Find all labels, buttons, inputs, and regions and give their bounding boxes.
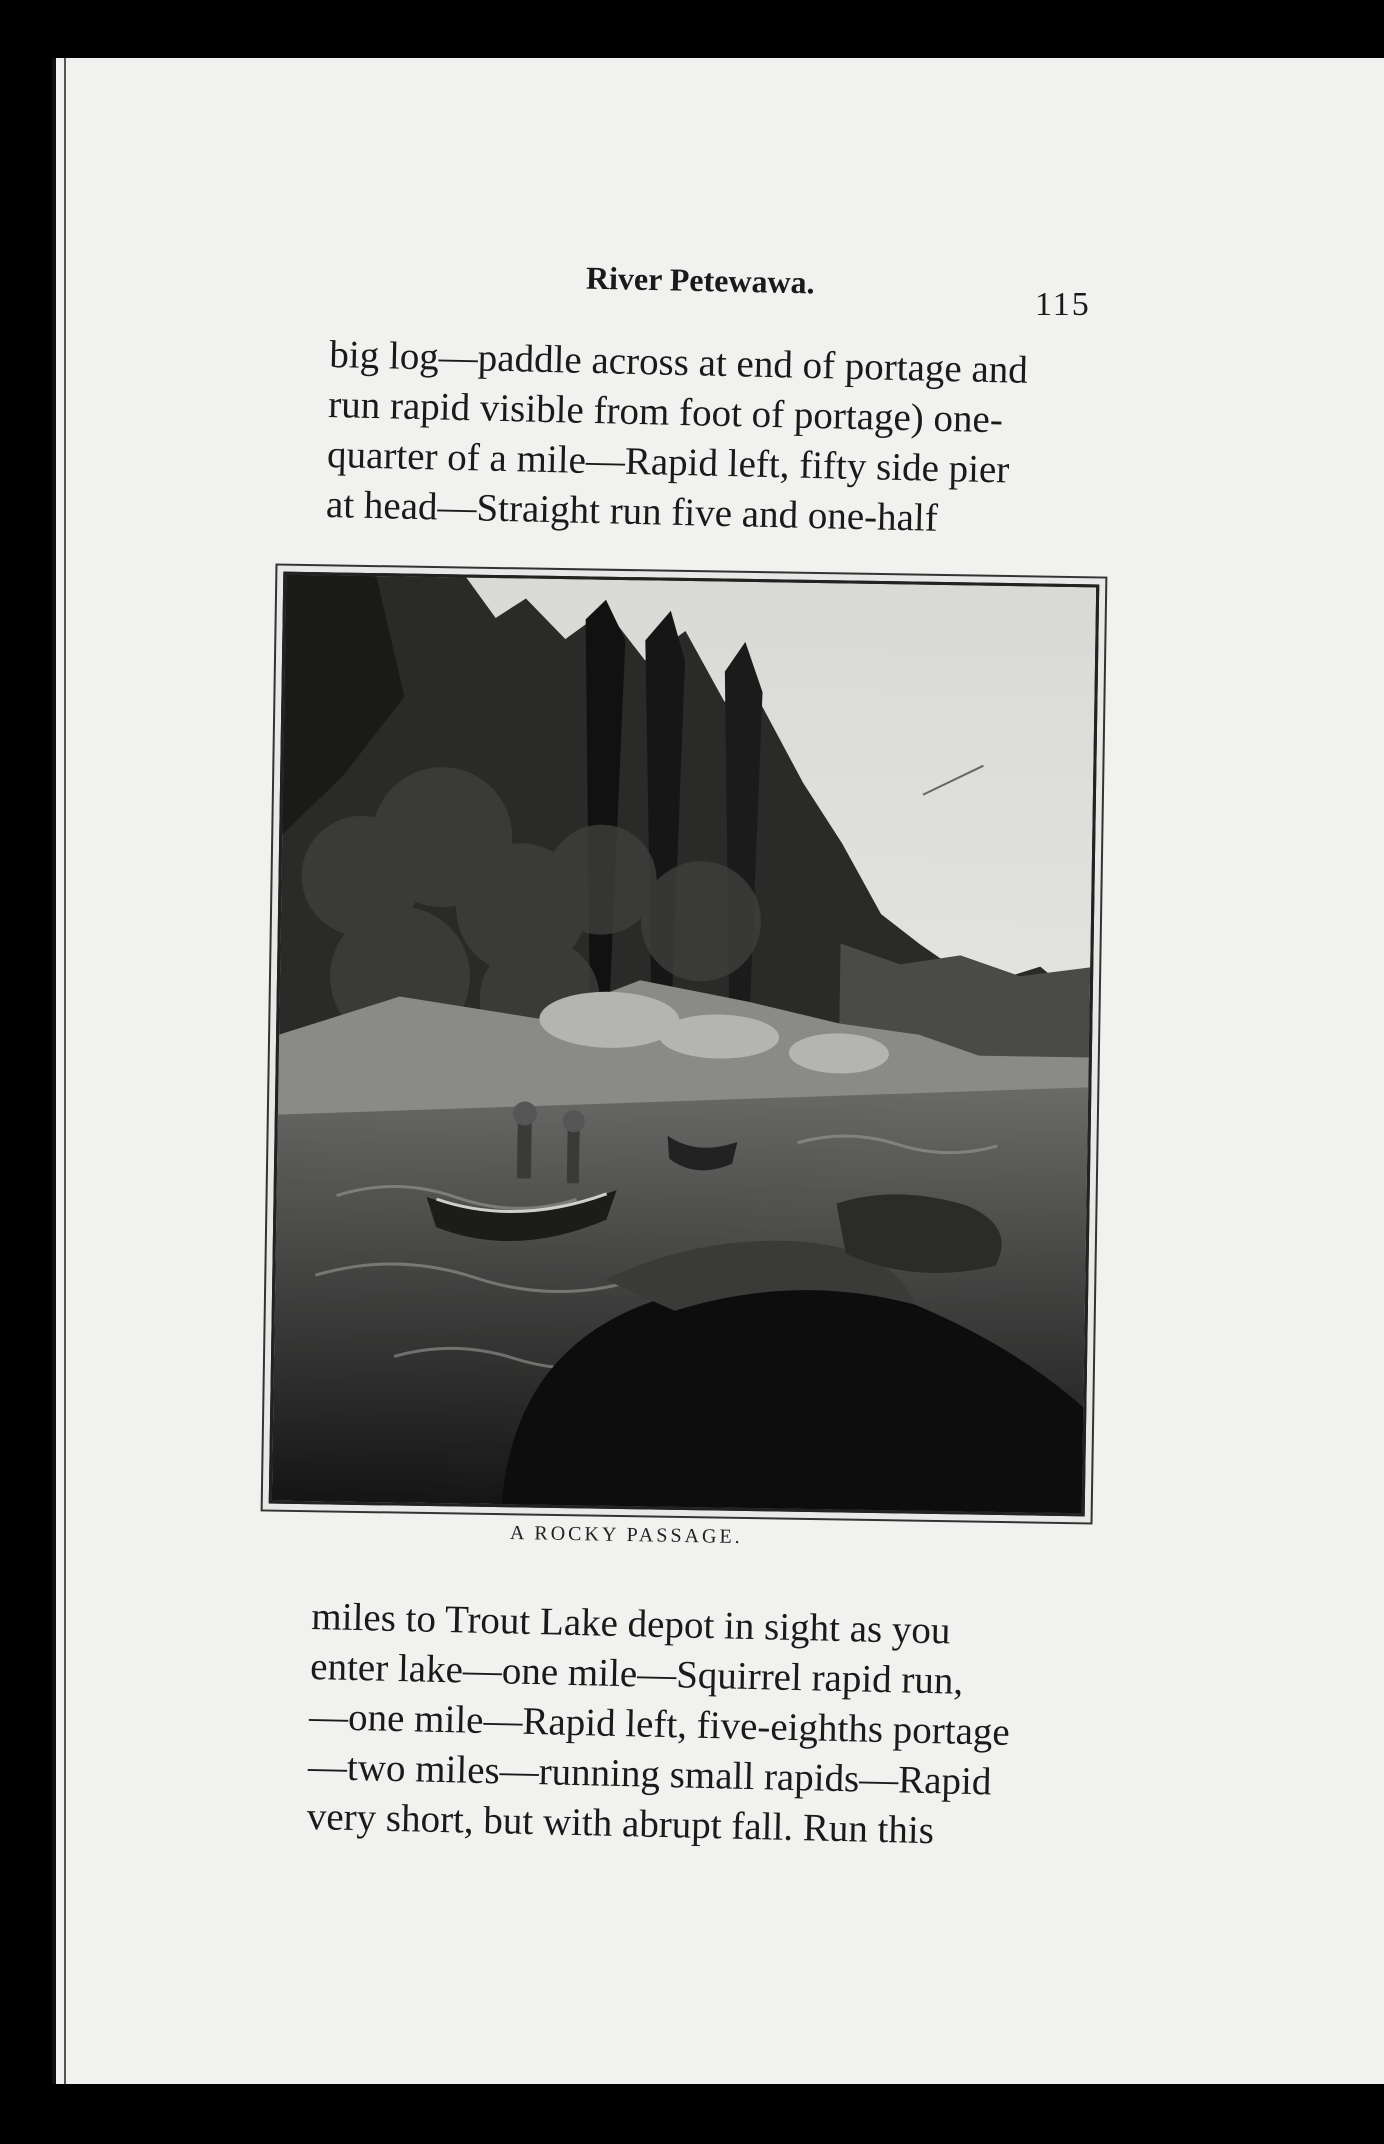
text-line: big log—paddle across at end of portage and [328,332,1029,392]
text-line: very short, but with abrupt fall. Run this [306,1794,935,1853]
text-line: run rapid visible from foot of portage) one- [327,382,1004,442]
body-text-top [325,330,1089,547]
body-text-bottom [306,1592,1071,1859]
text-line: —one mile—Rapid left, five-eighths portage [308,1694,1011,1754]
page-gutter-edge [64,58,66,2084]
text-line: quarter of a mile—Rapid left, fifty side pier [326,432,1010,492]
text-line: miles to Trout Lake depot in sight as you [310,1594,951,1653]
rocky-passage-photo [272,575,1096,1514]
page-number: 115 [1035,286,1091,323]
photo-plate [269,572,1100,1517]
text-line: —two miles—running small rapids—Rapid [307,1744,992,1804]
text-line: enter lake—one mile—Squirrel rapid run, [309,1644,964,1703]
text-line: at head—Straight run five and one-half [325,482,939,540]
plate-caption: A ROCKY PASSAGE. [509,1521,743,1549]
running-title: River Petewawa. [585,259,816,301]
